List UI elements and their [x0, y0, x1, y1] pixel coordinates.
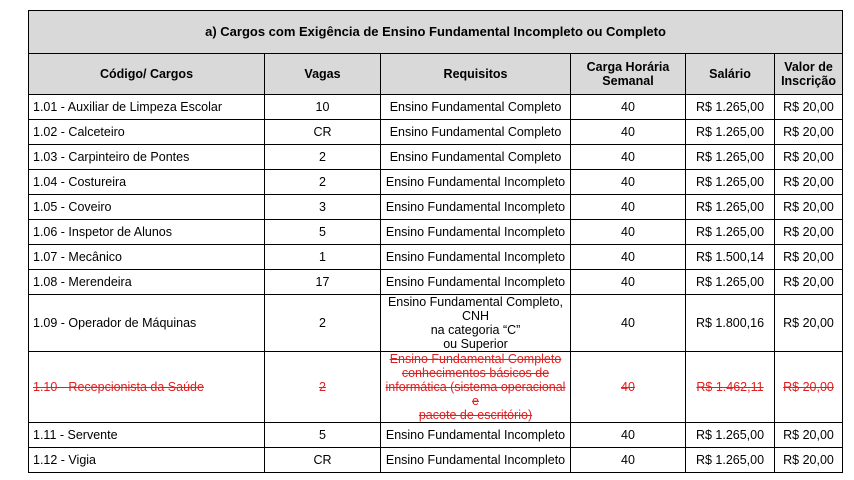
cell-cargo: 1.03 - Carpinteiro de Pontes: [29, 145, 265, 170]
cell-requisitos: [381, 245, 571, 270]
header-salario: Salário: [686, 54, 775, 95]
cell-carga: 40: [571, 170, 686, 195]
cell-cargo: 1.11 - Servente: [29, 423, 265, 448]
table-row: [29, 295, 843, 352]
cell-vagas: 2: [265, 170, 381, 195]
header-carga-line1: Carga Horária: [586, 60, 670, 74]
cell-vagas: 3: [265, 195, 381, 220]
cell-salario: R$ 1.265,00: [686, 145, 775, 170]
cell-cargo: 1.05 - Coveiro: [29, 195, 265, 220]
cell-carga: 40: [571, 295, 686, 352]
requisito-line: ou Superior: [443, 337, 508, 351]
table-row: [29, 195, 843, 220]
cell-requisitos: [381, 352, 571, 423]
header-valor-line2: Inscrição: [781, 74, 836, 88]
cell-carga: 40: [571, 145, 686, 170]
cell-requisitos: [381, 270, 571, 295]
cell-valor: R$ 20,00: [775, 195, 843, 220]
requisito-line: Ensino Fundamental Incompleto: [385, 428, 566, 442]
cell-cargo: 1.06 - Inspetor de Alunos: [29, 220, 265, 245]
cell-valor: R$ 20,00: [775, 270, 843, 295]
cell-carga: 40: [571, 220, 686, 245]
cell-cargo: 1.07 - Mecânico: [29, 245, 265, 270]
cell-carga: 40: [571, 423, 686, 448]
requisito-line: Ensino Fundamental Completo: [389, 352, 562, 366]
cell-salario: R$ 1.265,00: [686, 448, 775, 473]
cell-vagas: 2: [265, 352, 381, 423]
table-body: [29, 95, 843, 473]
table-row: [29, 120, 843, 145]
cell-valor: R$ 20,00: [775, 295, 843, 352]
cell-salario: R$ 1.265,00: [686, 195, 775, 220]
requisito-line: na categoria “C”: [430, 323, 521, 337]
cell-salario: R$ 1.265,00: [686, 120, 775, 145]
cell-carga: 40: [571, 95, 686, 120]
cell-requisitos: [381, 448, 571, 473]
cell-salario: R$ 1.265,00: [686, 170, 775, 195]
table-row: [29, 145, 843, 170]
table-row: [29, 448, 843, 473]
cell-carga: 40: [571, 195, 686, 220]
table-row: [29, 245, 843, 270]
cell-valor: R$ 20,00: [775, 220, 843, 245]
cell-cargo: 1.04 - Costureira: [29, 170, 265, 195]
cell-valor: R$ 20,00: [775, 352, 843, 423]
cell-salario: R$ 1.265,00: [686, 220, 775, 245]
cell-valor: R$ 20,00: [775, 245, 843, 270]
table-row: [29, 95, 843, 120]
requisito-line: Ensino Fundamental Incompleto: [385, 200, 566, 214]
table-row: [29, 352, 843, 423]
header-carga: [571, 54, 686, 95]
table-row: [29, 423, 843, 448]
table-row: [29, 170, 843, 195]
cell-requisitos: [381, 170, 571, 195]
cell-salario: R$ 1.265,00: [686, 423, 775, 448]
cell-requisitos: [381, 220, 571, 245]
cell-cargo: 1.09 - Operador de Máquinas: [29, 295, 265, 352]
requisito-line: Ensino Fundamental Completo, CNH: [387, 295, 564, 323]
cell-valor: R$ 20,00: [775, 423, 843, 448]
cell-valor: R$ 20,00: [775, 170, 843, 195]
cell-requisitos: [381, 295, 571, 352]
requisito-line: Ensino Fundamental Incompleto: [385, 175, 566, 189]
requisito-line: pacote de escritório): [418, 408, 533, 422]
requisito-line: conhecimentos básicos de: [401, 366, 550, 380]
cell-requisitos: [381, 423, 571, 448]
cell-vagas: 17: [265, 270, 381, 295]
cell-carga: 40: [571, 120, 686, 145]
requisito-line: Ensino Fundamental Incompleto: [385, 453, 566, 467]
cell-requisitos: [381, 95, 571, 120]
requisito-line: Ensino Fundamental Completo: [389, 100, 562, 114]
requisito-line: Ensino Fundamental Completo: [389, 150, 562, 164]
cell-requisitos: [381, 195, 571, 220]
cell-valor: R$ 20,00: [775, 95, 843, 120]
cell-vagas: 10: [265, 95, 381, 120]
header-valor-line1: Valor de: [784, 60, 833, 74]
cell-salario: R$ 1.462,11: [686, 352, 775, 423]
cell-vagas: CR: [265, 448, 381, 473]
cell-vagas: 1: [265, 245, 381, 270]
requisito-line: Ensino Fundamental Completo: [389, 125, 562, 139]
cell-carga: 40: [571, 448, 686, 473]
table-row: [29, 270, 843, 295]
requisito-line: informática (sistema operacional e: [385, 380, 566, 408]
cell-vagas: 5: [265, 423, 381, 448]
header-codigo: Código/ Cargos: [29, 54, 265, 95]
cell-requisitos: [381, 120, 571, 145]
table-row: [29, 220, 843, 245]
cell-carga: 40: [571, 245, 686, 270]
cell-valor: R$ 20,00: [775, 145, 843, 170]
header-valor: [775, 54, 843, 95]
cell-valor: R$ 20,00: [775, 448, 843, 473]
cell-salario: R$ 1.800,16: [686, 295, 775, 352]
cell-cargo: 1.10 - Recepcionista da Saúde: [29, 352, 265, 423]
cell-salario: R$ 1.500,14: [686, 245, 775, 270]
cell-cargo: 1.02 - Calceteiro: [29, 120, 265, 145]
cell-cargo: 1.12 - Vigia: [29, 448, 265, 473]
cell-carga: 40: [571, 270, 686, 295]
header-requisitos: Requisitos: [381, 54, 571, 95]
cell-salario: R$ 1.265,00: [686, 95, 775, 120]
cell-vagas: 2: [265, 145, 381, 170]
requisito-line: Ensino Fundamental Incompleto: [385, 225, 566, 239]
cell-vagas: 2: [265, 295, 381, 352]
header-carga-line2: Semanal: [602, 74, 654, 88]
requisito-line: Ensino Fundamental Incompleto: [385, 275, 566, 289]
cell-carga: 40: [571, 352, 686, 423]
cell-vagas: CR: [265, 120, 381, 145]
table-title: a) Cargos com Exigência de Ensino Fundamental Incompleto ou Completo: [29, 11, 843, 54]
cell-vagas: 5: [265, 220, 381, 245]
cargos-table: [28, 10, 843, 473]
header-vagas: Vagas: [265, 54, 381, 95]
requisito-line: Ensino Fundamental Incompleto: [385, 250, 566, 264]
cell-valor: R$ 20,00: [775, 120, 843, 145]
cell-requisitos: [381, 145, 571, 170]
cell-cargo: 1.08 - Merendeira: [29, 270, 265, 295]
cell-salario: R$ 1.265,00: [686, 270, 775, 295]
cell-cargo: 1.01 - Auxiliar de Limpeza Escolar: [29, 95, 265, 120]
